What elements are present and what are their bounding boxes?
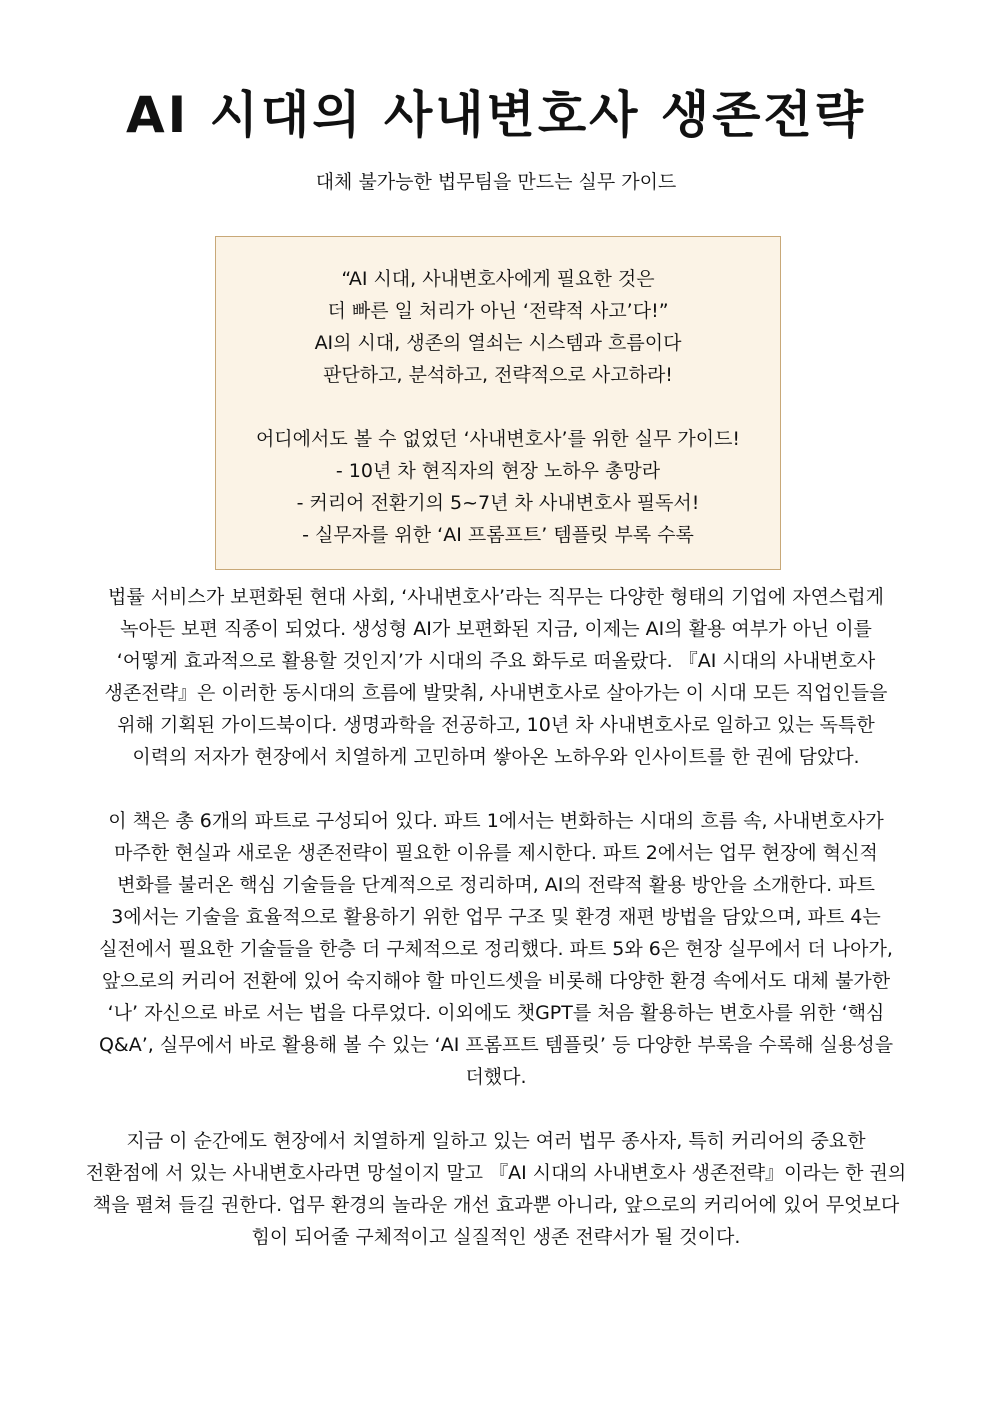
- paragraph-line: 생존전략』은 이러한 동시대의 흐름에 발맞춰, 사내변호사로 살아가는 이 시대 모든 직업인들을: [104, 682, 888, 704]
- paragraph-line: 녹아든 보편 직종이 되었다. 생성형 AI가 보편화된 지금, 이제는 AI의 활용 여부가 아닌 이를: [120, 618, 872, 640]
- book-title: AI 시대의 사내변호사 생존전략: [125, 86, 867, 144]
- paragraph-line: Q&A’, 실무에서 바로 활용해 볼 수 있는 ‘AI 프롬프트 템플릿’ 등 다양한 부록을 수록해 실용성을: [98, 1034, 894, 1056]
- paragraph-line: 이 책은 총 6개의 파트로 구성되어 있다. 파트 1에서는 변화하는 시대의 흐름 속, 사내변호사가: [108, 810, 884, 832]
- promo-line: - 실무자를 위한 ‘AI 프롬프트’ 템플릿 부록 수록: [302, 524, 694, 546]
- paragraph-line: ‘나’ 자신으로 바로 서는 법을 다루었다. 이외에도 챗GPT를 처음 활용하는 변호사를 위한 ‘핵심: [107, 1002, 885, 1024]
- paragraph-line: 책을 펼쳐 들길 권한다. 업무 환경의 놀라운 개선 효과뿐 아니라, 앞으로의 커리어에 있어 무엇보다: [92, 1194, 900, 1216]
- promo-line: - 커리어 전환기의 5~7년 차 사내변호사 필독서!: [296, 492, 700, 514]
- paragraph-line: 3에서는 기술을 효율적으로 활용하기 위한 업무 구조 및 환경 재편 방법을 담았으며, 파트 4는: [111, 906, 881, 928]
- promo-line: “AI 시대, 사내변호사에게 필요한 것은: [341, 268, 655, 290]
- promo-line: 더 빠른 일 처리가 아닌 ‘전략적 사고’다!”: [327, 300, 669, 322]
- structure-paragraph: [42, 805, 950, 1093]
- paragraph-line: 실전에서 필요한 기술들을 한층 더 구체적으로 정리했다. 파트 5와 6은 현장 실무에서 더 나아가,: [99, 938, 893, 960]
- paragraph-line: 법률 서비스가 보편화된 현대 사회, ‘사내변호사’라는 직무는 다양한 형태의 기업에 자연스럽게: [108, 586, 884, 608]
- promo-line: 판단하고, 분석하고, 전략적으로 사고하라!: [323, 364, 673, 386]
- promo-box: [215, 236, 781, 570]
- paragraph-line: ‘어떻게 효과적으로 활용할 것인지’가 시대의 주요 화두로 떠올랐다. 『AI 시대의 사내변호사: [116, 650, 876, 672]
- closing-paragraph: [42, 1125, 950, 1253]
- paragraph-line: 변화를 불러온 핵심 기술들을 단계적으로 정리하며, AI의 전략적 활용 방안을 소개한다. 파트: [117, 874, 875, 896]
- promo-spacer: [216, 391, 780, 423]
- promo-line: 어디에서도 볼 수 없었던 ‘사내변호사’를 위한 실무 가이드!: [255, 428, 741, 450]
- intro-paragraph: [42, 581, 950, 773]
- paragraph-line: 전환점에 서 있는 사내변호사라면 망설이지 말고 『AI 시대의 사내변호사 생존전략』이라는 한 권의: [85, 1162, 907, 1184]
- book-subtitle: 대체 불가능한 법무팀을 만드는 실무 가이드: [315, 171, 677, 193]
- paragraph-line: 앞으로의 커리어 전환에 있어 숙지해야 할 마인드셋을 비롯해 다양한 환경 속에서도 대체 불가한: [101, 970, 891, 992]
- paragraph-line: 마주한 현실과 새로운 생존전략이 필요한 이유를 제시한다. 파트 2에서는 업무 현장에 혁신적: [114, 842, 878, 864]
- promo-line: AI의 시대, 생존의 열쇠는 시스템과 흐름이다: [314, 332, 682, 354]
- paragraph-line: 위해 기획된 가이드북이다. 생명과학을 전공하고, 10년 차 사내변호사로 일하고 있는 독특한: [117, 714, 875, 736]
- paragraph-line: 지금 이 순간에도 현장에서 치열하게 일하고 있는 여러 법무 종사자, 특히 커리어의 중요한: [126, 1130, 866, 1152]
- paragraph-line: 이력의 저자가 현장에서 치열하게 고민하며 쌓아온 노하우와 인사이트를 한 권에 담았다.: [132, 746, 860, 768]
- paragraph-line: 힘이 되어줄 구체적이고 실질적인 생존 전략서가 될 것이다.: [251, 1226, 741, 1248]
- paragraph-line: 더했다.: [465, 1066, 527, 1088]
- promo-line: - 10년 차 현직자의 현장 노하우 총망라: [335, 460, 661, 482]
